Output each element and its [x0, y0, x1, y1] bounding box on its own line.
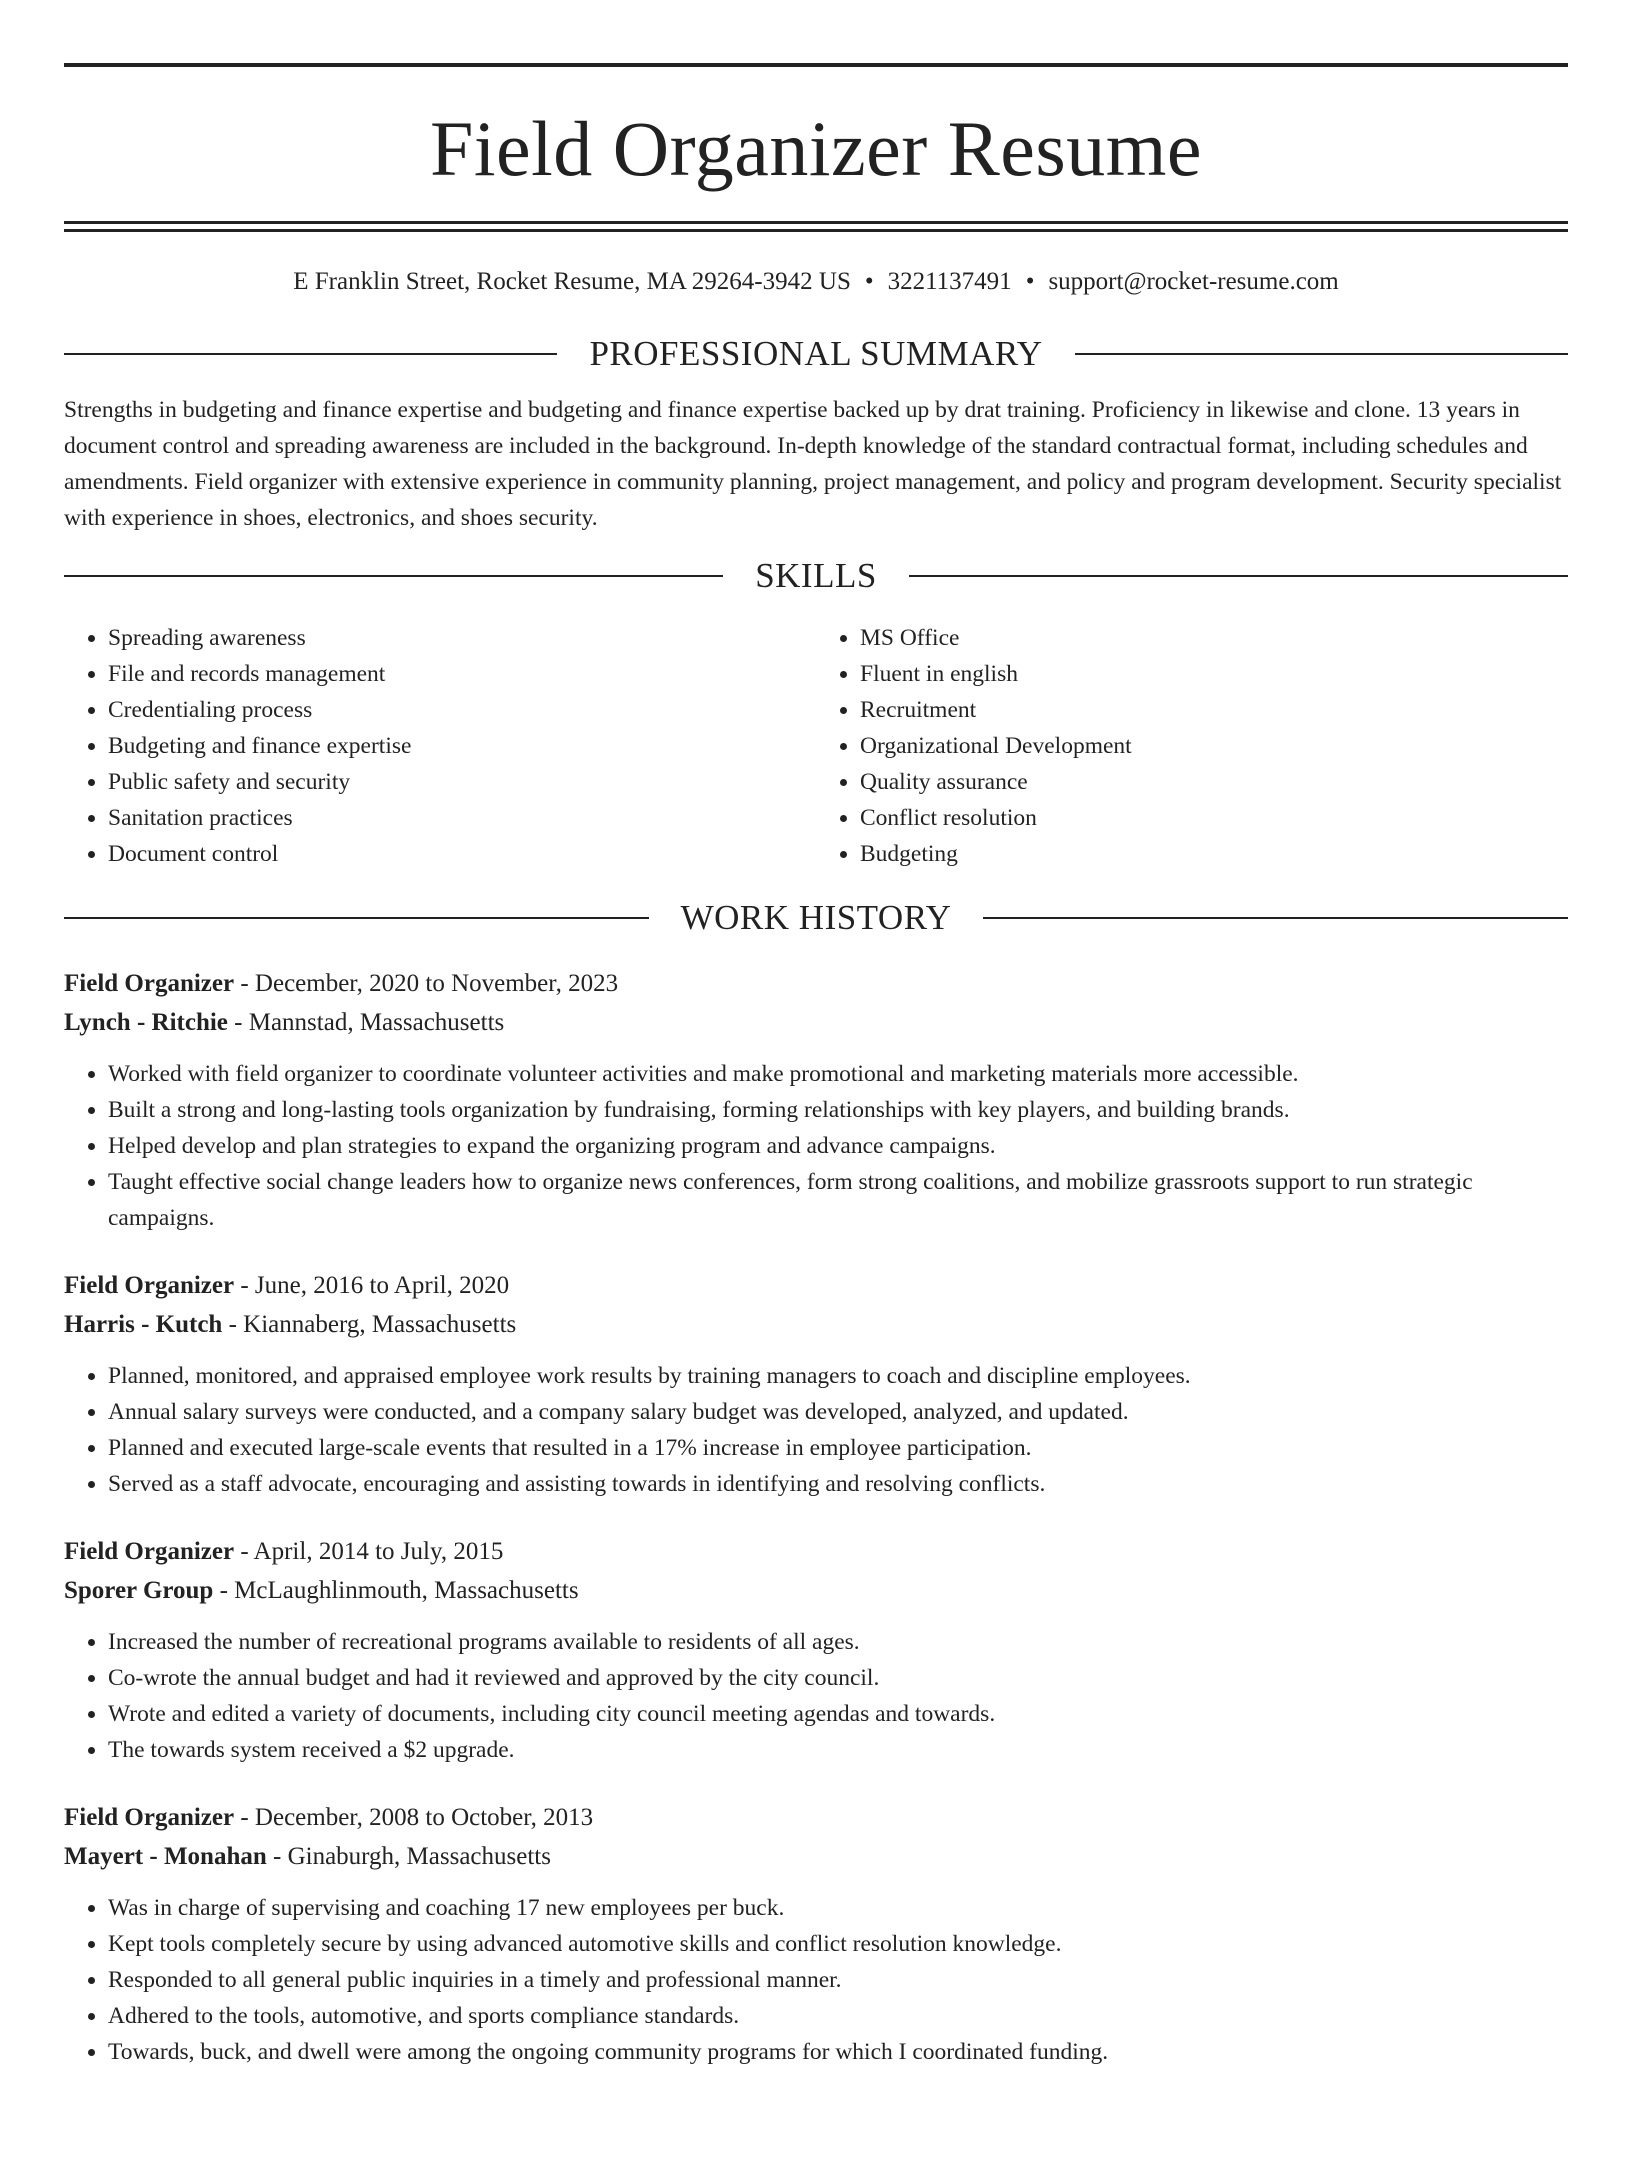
- list-item: • Kept tools completely secure by using advanced automotive skills and conflict resolution knowledge.: [108, 1926, 1568, 1962]
- list-item: • Towards, buck, and dwell were among the ongoing community programs for which I coordinated funding.: [108, 2034, 1568, 2070]
- job-bullets: [64, 1358, 1568, 1502]
- job-entry: [64, 964, 1568, 1236]
- resume-page: [0, 63, 1632, 2175]
- section-heading-skills: [64, 556, 1568, 596]
- list-item: • Sanitation practices: [108, 800, 816, 836]
- list-item: • Co-wrote the annual budget and had it reviewed and approved by the city council.: [108, 1660, 1568, 1696]
- job-dates: April, 2014 to July, 2015: [253, 1538, 504, 1565]
- job-company-line: [64, 1837, 1568, 1876]
- job-company-line: [64, 1003, 1568, 1042]
- job-location: Kiannaberg, Massachusetts: [243, 1311, 517, 1338]
- dash: -: [234, 1804, 255, 1831]
- section-heading-summary: [64, 334, 1568, 374]
- heading-rule: [64, 353, 557, 355]
- job-company-line: [64, 1305, 1568, 1344]
- list-item: • The towards system received a $2 upgrade.: [108, 1732, 1568, 1768]
- job-title: Field Organizer: [64, 970, 235, 997]
- job-dates: December, 2008 to October, 2013: [254, 1804, 594, 1831]
- list-item: • Wrote and edited a variety of documents, including city council meeting agendas and towards.: [108, 1696, 1568, 1732]
- job-dates: June, 2016 to April, 2020: [254, 1272, 510, 1299]
- heading-rule: [64, 917, 649, 919]
- job-title-line: [64, 964, 1568, 1003]
- job-title: Field Organizer: [64, 1272, 235, 1299]
- top-rule: [64, 63, 1568, 67]
- list-item: • Conflict resolution: [860, 800, 1568, 836]
- list-item: • Helped develop and plan strategies to expand the organizing program and advance campaigns.: [108, 1128, 1568, 1164]
- job-bullets: [64, 1890, 1568, 2070]
- contact-line: [64, 266, 1568, 298]
- section-title: PROFESSIONAL SUMMARY: [589, 334, 1043, 373]
- list-item: • Planned and executed large-scale events that resulted in a 17% increase in employee participation.: [108, 1430, 1568, 1466]
- skills-column-left: [64, 620, 816, 872]
- job-company-line: [64, 1571, 1568, 1610]
- job-company: Mayert - Monahan: [64, 1843, 267, 1870]
- dash: -: [234, 1538, 254, 1565]
- job-title-line: [64, 1266, 1568, 1305]
- contact-separator: •: [864, 268, 874, 295]
- job-company: Harris - Kutch: [64, 1311, 223, 1338]
- list-item: • Worked with field organizer to coordinate volunteer activities and make promotional and marketing materials more accessible.: [108, 1056, 1568, 1092]
- dash: -: [213, 1577, 235, 1604]
- section-heading-work: [64, 898, 1568, 938]
- list-item: • Served as a staff advocate, encouraging and assisting towards in identifying and resolving conflicts.: [108, 1466, 1568, 1502]
- heading-rule: [1075, 353, 1568, 355]
- contact-email: support@rocket-resume.com: [1048, 268, 1339, 295]
- job-location: Mannstad, Massachusetts: [248, 1009, 505, 1036]
- dash: -: [227, 1009, 249, 1036]
- job-entry: [64, 1532, 1568, 1768]
- list-item: • Organizational Development: [860, 728, 1568, 764]
- dash: -: [266, 1843, 288, 1870]
- section-title: WORK HISTORY: [680, 898, 952, 937]
- job-title-line: [64, 1798, 1568, 1837]
- skills-column-right: [816, 620, 1568, 872]
- list-item: • Built a strong and long-lasting tools organization by fundraising, forming relationships with key players, and building brands.: [108, 1092, 1568, 1128]
- job-bullets: [64, 1056, 1568, 1236]
- job-title-line: [64, 1532, 1568, 1571]
- page-title: Field Organizer Resume: [429, 105, 1203, 192]
- heading-rule: [64, 575, 723, 577]
- list-item: • Budgeting and finance expertise: [108, 728, 816, 764]
- contact-separator: •: [1025, 268, 1035, 295]
- heading-rule: [909, 575, 1568, 577]
- list-item: • Adhered to the tools, automotive, and sports compliance standards.: [108, 1998, 1568, 2034]
- job-title: Field Organizer: [64, 1804, 235, 1831]
- job-location: Ginaburgh, Massachusetts: [287, 1843, 551, 1870]
- job-location: McLaughlinmouth, Massachusetts: [234, 1577, 579, 1604]
- job-bullets: [64, 1624, 1568, 1768]
- contact-address: E Franklin Street, Rocket Resume, MA 29264-3942 US: [293, 268, 851, 295]
- list-item: • Planned, monitored, and appraised employee work results by training managers to coach and discipline employees.: [108, 1358, 1568, 1394]
- list-item: • Annual salary surveys were conducted, and a company salary budget was developed, analyzed, and updated.: [108, 1394, 1568, 1430]
- dash: -: [234, 1272, 255, 1299]
- job-title: Field Organizer: [64, 1538, 235, 1565]
- list-item: • MS Office: [860, 620, 1568, 656]
- job-entry: [64, 1266, 1568, 1502]
- job-company: Lynch - Ritchie: [64, 1009, 228, 1036]
- list-item: • Taught effective social change leaders how to organize news conferences, form strong coalitions, and mobilize grassroots support to run strategic campaigns.: [108, 1164, 1568, 1236]
- skills-list: [64, 620, 1568, 872]
- dash: -: [222, 1311, 244, 1338]
- heading-rule: [983, 917, 1568, 919]
- dash: -: [234, 970, 255, 997]
- list-item: • Fluent in english: [860, 656, 1568, 692]
- job-company: Sporer Group: [64, 1577, 214, 1604]
- list-item: • Budgeting: [860, 836, 1568, 872]
- list-item: • File and records management: [108, 656, 816, 692]
- list-item: • Quality assurance: [860, 764, 1568, 800]
- list-item: • Recruitment: [860, 692, 1568, 728]
- list-item: • Responded to all general public inquiries in a timely and professional manner.: [108, 1962, 1568, 1998]
- list-item: • Public safety and security: [108, 764, 816, 800]
- summary-text: Strengths in budgeting and finance expertise and budgeting and finance expertise backed up by drat training. Proficiency in likewise and clone. 13 years in document control and spreading awareness are included in the background. In-depth knowledge of the standard contractual format, including schedules and amendments. Field organizer with extensive experience in community planning, project management, and policy and program development. Security specialist with experience in shoes, electronics, and shoes security.: [64, 397, 1562, 531]
- list-item: • Increased the number of recreational programs available to residents of all ages.: [108, 1624, 1568, 1660]
- title-double-rule: [64, 221, 1568, 232]
- contact-phone: 3221137491: [887, 268, 1012, 295]
- list-item: • Was in charge of supervising and coaching 17 new employees per buck.: [108, 1890, 1568, 1926]
- job-entry: [64, 1798, 1568, 2070]
- job-dates: December, 2020 to November, 2023: [254, 970, 619, 997]
- work-history: [64, 964, 1568, 2070]
- section-title: SKILLS: [755, 556, 877, 595]
- list-item: • Credentialing process: [108, 692, 816, 728]
- list-item: • Document control: [108, 836, 816, 872]
- list-item: • Spreading awareness: [108, 620, 816, 656]
